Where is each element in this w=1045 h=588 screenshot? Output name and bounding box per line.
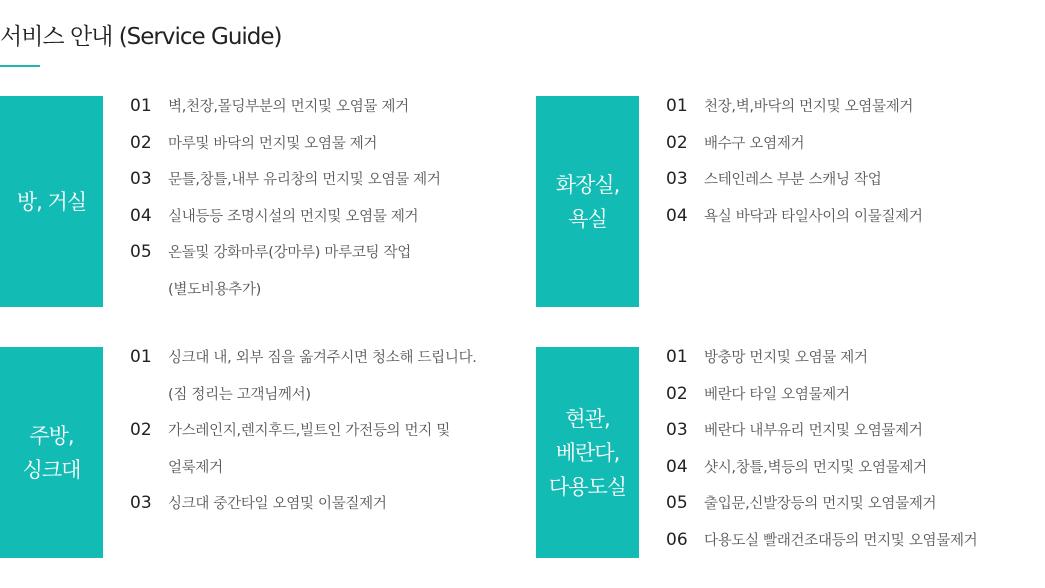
item-text: 샷시,창틀,벽등의 먼지및 오염물제거 (704, 459, 927, 476)
page-title: 서비스 안내 (Service Guide) (0, 24, 282, 50)
item-number: 04 (666, 456, 688, 477)
section-label: 방, 거실 (0, 96, 103, 307)
item-text: 출입문,신발장등의 먼지및 오염물제거 (704, 496, 937, 513)
item-number: 04 (666, 205, 688, 226)
list-item (130, 133, 441, 170)
item-number: 01 (666, 96, 688, 116)
item-number: 03 (130, 169, 152, 190)
list-item-continuation (130, 384, 477, 421)
item-text: 다용도실 빨래건조대등의 먼지및 오염물제거 (704, 532, 978, 549)
list-item (130, 169, 441, 206)
item-number: 02 (130, 420, 152, 441)
item-number: 03 (130, 493, 152, 514)
item-text: 천장,벽,바닥의 먼지및 오염물제거 (704, 99, 914, 115)
list-item-continuation (130, 279, 441, 316)
list-item (666, 457, 977, 494)
list-item (130, 347, 477, 384)
item-number: 02 (666, 383, 688, 404)
item-number: 06 (666, 529, 688, 550)
list-item (666, 420, 977, 457)
service-list (666, 96, 923, 242)
service-list (666, 347, 977, 567)
list-item (130, 206, 441, 243)
section-label: 현관, 베란다, 다용도실 (536, 347, 639, 558)
item-text: 스테인레스 부분 스캐닝 작업 (704, 172, 882, 189)
section-label: 주방, 싱크대 (0, 347, 103, 558)
item-text: 실내등등 조명시설의 먼지및 오염물 제거 (168, 208, 419, 225)
item-text: 베란다 내부유리 먼지및 오염물제거 (704, 423, 923, 440)
item-text: 배수구 오염제거 (704, 135, 805, 152)
section-label: 화장실, 욕실 (536, 96, 639, 307)
item-number: 05 (666, 493, 688, 514)
list-item (666, 347, 977, 384)
list-item (666, 96, 923, 133)
item-text: 싱크대 중간타일 오염및 이물질제거 (168, 496, 387, 513)
item-text: (짐 정리는 고객님께서) (168, 386, 311, 403)
item-number: 02 (666, 132, 688, 153)
item-text: 마루및 바닥의 먼지및 오염물 제거 (168, 135, 378, 152)
service-list (130, 96, 441, 316)
list-item (666, 133, 923, 170)
title-underline (0, 65, 40, 67)
item-text: 베란다 타일 오염물제거 (704, 386, 850, 403)
item-text: 가스레인지,렌지후드,빌트인 가전등의 먼지 및 (168, 423, 450, 440)
list-item (666, 384, 977, 421)
item-number: 01 (130, 96, 152, 116)
list-item (666, 530, 977, 567)
item-number: 05 (130, 242, 152, 263)
list-item (666, 493, 977, 530)
list-item (130, 96, 441, 133)
list-item (130, 493, 477, 530)
list-item (666, 169, 923, 206)
item-text: 방충망 먼지및 오염물 제거 (704, 350, 868, 366)
item-number: 01 (130, 347, 152, 367)
list-item (130, 242, 441, 279)
item-text: 욕실 바닥과 타일사이의 이물질제거 (704, 208, 923, 225)
list-item-continuation (130, 457, 477, 494)
item-number: 04 (130, 205, 152, 226)
item-number: 01 (666, 347, 688, 367)
service-list (130, 347, 477, 530)
item-text: 싱크대 내, 외부 짐을 옮겨주시면 청소해 드립니다. (168, 350, 477, 366)
list-item (130, 420, 477, 457)
item-text: 얼룩제거 (168, 459, 223, 476)
list-item (666, 206, 923, 243)
item-number: 03 (666, 169, 688, 190)
item-text: 벽,천장,몰딩부분의 먼지및 오염물 제거 (168, 99, 409, 115)
item-text: 온돌및 강화마루(강마루) 마루코팅 작업 (168, 245, 411, 262)
item-number: 02 (130, 132, 152, 153)
item-text: (별도비용추가) (168, 281, 261, 298)
item-text: 문틀,창틀,내부 유리창의 먼지및 오염물 제거 (168, 172, 441, 189)
item-number: 03 (666, 420, 688, 441)
